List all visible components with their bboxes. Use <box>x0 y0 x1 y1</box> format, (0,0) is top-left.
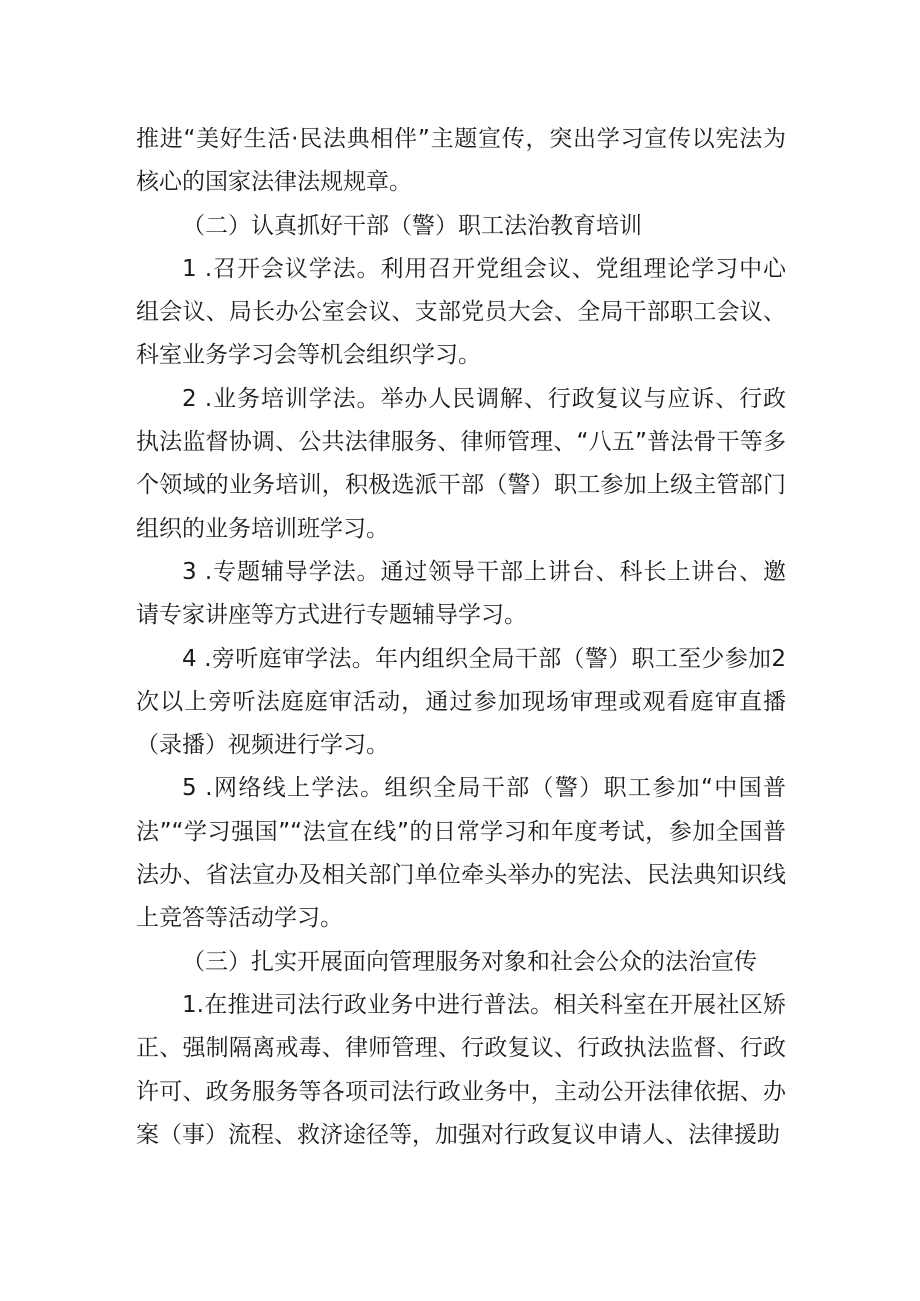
paragraph-item-2: 2 .业务培训学法。举办人民调解、行政复议与应诉、行政执法监督协调、公共法律服务、律师管理、“八五”普法骨干等多个领域的业务培训，积极选派干部（警）职工参加上级主管部门组织的业务培训班学习。 <box>136 385 786 542</box>
paragraph-item-3: 3 .专题辅导学法。通过领导干部上讲台、科长上讲台、邀请专家讲座等方式进行专题辅导学习。 <box>136 558 786 629</box>
section-heading-3: （三）扎实开展面向管理服务对象和社会公众的法治宣传 <box>182 948 757 975</box>
paragraph-item-4: 4 .旁听庭审学法。年内组织全局干部（警）职工至少参加2次以上旁听法庭庭审活动，通过参加现场审理或观看庭审直播（录播）视频进行学习。 <box>136 645 786 759</box>
paragraph-continuation: 推进“美好生活·民法典相伴”主题宣传，突出学习宣传以宪法为核心的国家法律法规规章。 <box>136 126 786 196</box>
document-body <box>136 118 786 1157</box>
paragraph-item-3-1: 1.在推进司法行政业务中进行普法。相关科室在开展社区矫正、强制隔离戒毒、律师管理、行政复议、行政执法监督、行政许可、政务服务等各项司法行政业务中，主动公开法律依据、办案（事）流程、救济途径等，加强对行政复议申请人、法律援助 <box>136 991 786 1148</box>
paragraph-item-1: 1 .召开会议学法。利用召开党组会议、党组理论学习中心组会议、局长办公室会议、支部党员大会、全局干部职工会议、科室业务学习会等机会组织学习。 <box>136 255 786 369</box>
paragraph-item-5: 5 .网络线上学法。组织全局干部（警）职工参加“中国普法”“学习强国”“法宣在线”的日常学习和年度考试，参加全国普法办、省法宣办及相关部门单位牵头举办的宪法、民法典知识线上竞答等活动学习。 <box>136 775 786 932</box>
section-heading-2: （二）认真抓好干部（警）职工法治教育培训 <box>182 212 642 239</box>
